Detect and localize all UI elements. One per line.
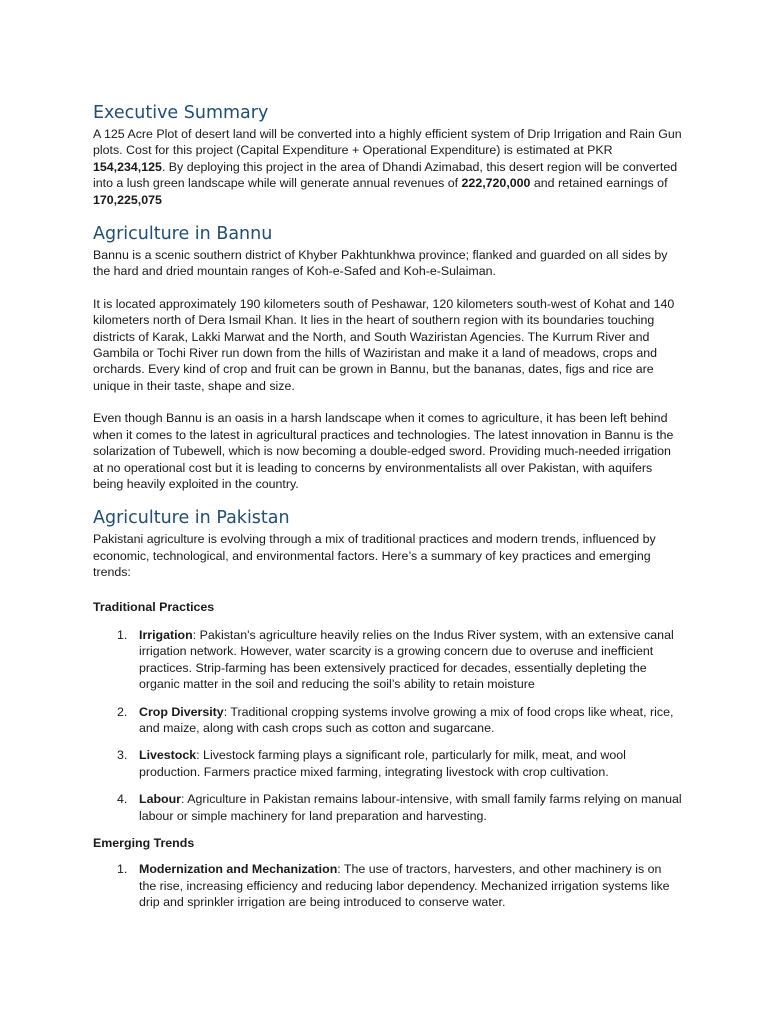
- bannu-paragraph-2: It is located approximately 190 kilometers south of Peshawar, 120 kilometers south-west of Kohat and 140 kilometers north of Dera Ismail Khan. It lies in the heart of southern region with its boundaries touching districts of Karak, Lakki Marwat and the North, and South Waziristan Agencies. The Kurrum River and Gambila or Tochi River run down from the hills of Waziristan and make it a land of meadows, crops and orchards. Every kind of crop and fruit can be grown in Bannu, but the bananas, dates, figs and rice are unique in their taste, shape and size.: [93, 296, 675, 393]
- project-cost: 154,234,125: [93, 159, 162, 174]
- list-item: 1. Irrigation: Pakistan's agriculture heavily relies on the Indus River system, with an extensive canal irrigation network. However, water scarcity is a growing concern due to overuse and inefficient practices. Strip-farming has been extensively practiced for decades, essentially depleting the organic matter in the soil and reducing the soil’s ability to retain moisture: [117, 627, 674, 692]
- executive-summary-paragraph: A 125 Acre Plot of desert land will be converted into a highly efficient system of Drip Irrigation and Rain Gun plots. Cost for this project (Capital Expenditure + Operational Expenditure) is estimated at PKR 154,234,125. By deploying this project in the area of Dhandi Azimabad, this desert region will be converted into a lush green landscape while will generate annual revenues of 222,720,000 and retained earnings of 170,225,075: [93, 127, 682, 207]
- list-item: 4. Labour: Agriculture in Pakistan remains labour-intensive, with small family farms relying on manual labour or simple machinery for land preparation and harvesting.: [117, 792, 682, 823]
- subheading-emerging-trends: Emerging Trends: [93, 836, 195, 850]
- subheading-traditional-practices: Traditional Practices: [93, 599, 215, 614]
- retained-earnings: 170,225,075: [93, 192, 162, 207]
- heading-agriculture-bannu: Agriculture in Bannu: [93, 224, 273, 245]
- emerging-trends-list: [93, 861, 682, 910]
- list-item: 3. Livestock: Livestock farming plays a significant role, particularly for milk, meat, and wool production. Farmers practice mixed farming, integrating livestock with crop cultivation.: [117, 748, 626, 779]
- pakistan-intro-paragraph: Pakistani agriculture is evolving through a mix of traditional practices and modern trends, influenced by economic, technological, and environmental factors. Here’s a summary of key practices and emerging trends:: [93, 532, 656, 580]
- list-item: 2. Crop Diversity: Traditional cropping systems involve growing a mix of food crops like wheat, rice, and maize, along with cash crops such as cotton and sugarcane.: [117, 704, 674, 735]
- heading-agriculture-pakistan: Agriculture in Pakistan: [93, 508, 290, 529]
- heading-executive-summary: Executive Summary: [93, 103, 269, 123]
- bannu-paragraph-3: Even though Bannu is an oasis in a harsh landscape when it comes to agriculture, it has been left behind when it comes to the latest in agricultural practices and technologies. The latest innovation in Bannu is the solarization of Tubewell, which is now becoming a double-edged sword. Providing much-needed irrigation at no operational cost but it is leading to concerns by environmentalists all over Pakistan, with aquifers being heavily exploited in the country.: [93, 411, 674, 491]
- traditional-practices-list: [93, 627, 682, 824]
- bannu-paragraph-1: Bannu is a scenic southern district of Khyber Pakhtunkhwa province; flanked and guarded on all sides by the hard and dried mountain ranges of Koh-e-Safed and Koh-e-Sulaiman.: [93, 248, 668, 279]
- list-item: 1. Modernization and Mechanization: The use of tractors, harvesters, and other machinery is on the rise, increasing efficiency and reducing labor dependency. Mechanized irrigation systems like drip and sprinkler irrigation are being introduced to conserve water.: [117, 862, 670, 910]
- annual-revenue: 222,720,000: [461, 176, 531, 191]
